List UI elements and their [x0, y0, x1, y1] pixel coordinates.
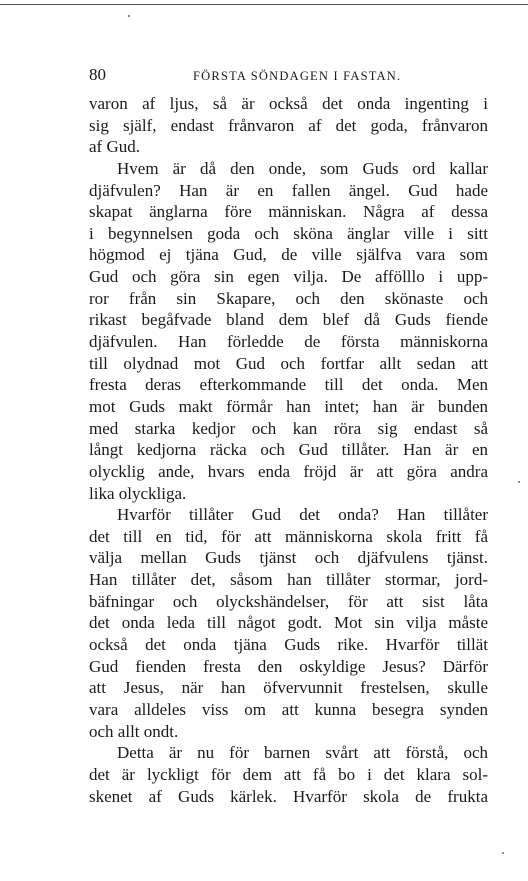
text-line: Detta är nu för barnen svårt att förstå, och [117, 743, 488, 763]
text-line: skapat änglarna före människan. Några af dessa [89, 202, 488, 222]
text-line: Gud fienden fresta den oskyldige Jesus? Därför [89, 656, 488, 676]
text-line: mot Guds makt förmår han intet; han är bunden [89, 396, 488, 416]
text-line: att Jesus, när han öfvervunnit frestelsen, skulle [89, 678, 488, 698]
text-line: vara alldeles viss om att kunna besegra synden [89, 699, 488, 719]
text-line: skenet af Guds kärlek. Hvarför skola de frukta [89, 786, 488, 806]
body-text [89, 93, 488, 807]
text-line: ror från sin Skapare, och den skönaste och [89, 288, 488, 308]
text-line: och allt ondt. [89, 721, 179, 741]
text-line: det är lyckligt för dem att få bo i det klara sol- [89, 764, 488, 784]
text-line: varon af ljus, så är också det onda ingenting i [89, 94, 488, 113]
text-line: fresta deras efterkommande till det onda. Men [89, 375, 488, 395]
print-speck [502, 852, 504, 854]
text-line: högmod ej tjäna Gud, de ville själfva vara som [89, 245, 488, 265]
text-line: af Gud. [89, 137, 140, 157]
print-speck [518, 481, 520, 483]
text-line: i begynnelsen goda och sköna änglar ville i sitt [89, 223, 488, 243]
text-line: Han tillåter det, såsom han tillåter stormar, jord- [89, 570, 488, 590]
text-line: Hvarför tillåter Gud det onda? Han tillåter [117, 505, 488, 525]
text-line: det till en tid, för att människorna skola fritt få [89, 526, 488, 546]
text-line: Hvem är då den onde, som Guds ord kallar [117, 158, 488, 178]
text-line: djäfvulen. Han förledde de första människorna [89, 332, 488, 352]
text-line: bäfningar och olyckshändelser, för att sist låta [89, 591, 488, 611]
text-line: Gud och göra sin egen vilja. De affölllo i upp- [89, 267, 488, 287]
top-border-rule [0, 4, 528, 5]
text-line: till olydnad mot Gud och fortfar allt sedan att [89, 353, 488, 373]
print-speck [128, 15, 130, 17]
text-line: långt kedjorna räcka och Gud tillåter. Han är en [89, 440, 488, 460]
text-line: lika olyckliga. [89, 483, 187, 503]
page-number: 80 [89, 65, 106, 84]
text-line: det onda leda till något godt. Mot sin vilja måste [89, 613, 488, 633]
text-line: djäfvulen? Han är en fallen ängel. Gud hade [89, 180, 488, 200]
text-line: med starka kedjor och kan röra sig endast så [89, 418, 488, 438]
running-head: FÖRSTA SÖNDAGEN I FASTAN. [193, 69, 402, 83]
text-line: också det onda tjäna Guds rike. Hvarför tillät [89, 635, 488, 655]
text-line: sig själf, endast frånvaron af det goda, frånvaron [89, 115, 488, 135]
text-line: välja mellan Guds tjänst och djäfvulens tjänst. [89, 548, 488, 568]
text-line: olycklig ande, hvars enda fröjd är att göra andra [89, 461, 488, 481]
text-line: rikast begåfvade bland dem blef då Guds fiende [89, 310, 488, 330]
page-header [89, 64, 488, 86]
